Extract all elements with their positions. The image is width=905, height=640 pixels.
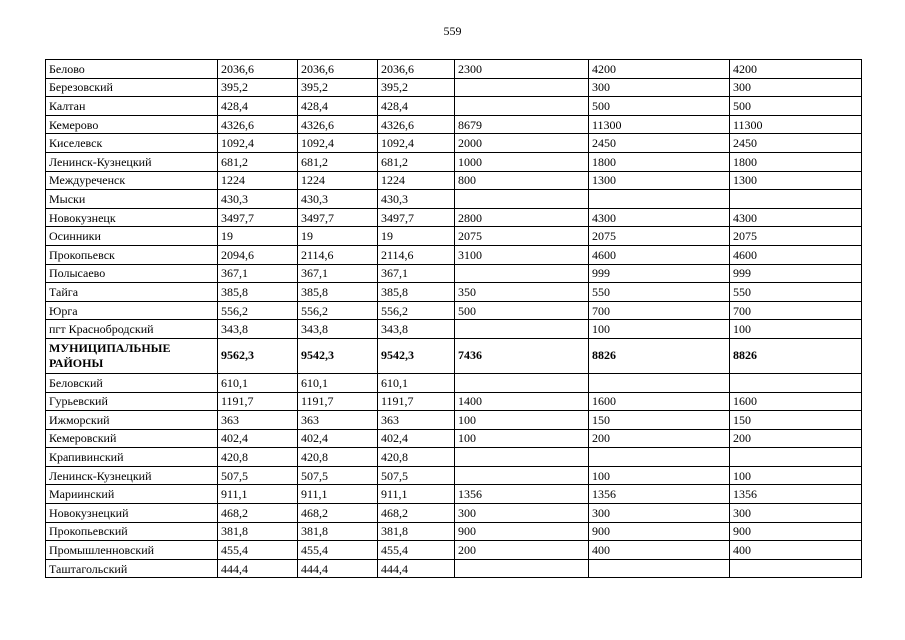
municipality-name-cell: Гурьевский <box>46 392 218 411</box>
value-col-4-cell <box>455 190 589 209</box>
value-col-4-cell: 100 <box>455 411 589 430</box>
value-col-5-cell: 100 <box>589 466 730 485</box>
value-col-6-cell: 4300 <box>730 208 862 227</box>
value-col-1-cell: 2094,6 <box>218 245 298 264</box>
table-row <box>46 522 862 541</box>
value-col-2-cell: 4326,6 <box>298 115 378 134</box>
data-table <box>45 59 862 578</box>
value-col-4-cell: 2800 <box>455 208 589 227</box>
value-col-6-cell: 1600 <box>730 392 862 411</box>
value-col-2-cell: 402,4 <box>298 429 378 448</box>
value-col-4-cell: 7436 <box>455 338 589 373</box>
value-col-5-cell <box>589 448 730 467</box>
value-col-1-cell: 911,1 <box>218 485 298 504</box>
table-row <box>46 448 862 467</box>
value-col-4-cell <box>455 373 589 392</box>
value-col-4-cell: 350 <box>455 283 589 302</box>
value-col-4-cell: 3100 <box>455 245 589 264</box>
value-col-4-cell <box>455 466 589 485</box>
value-col-4-cell: 1000 <box>455 152 589 171</box>
table-row <box>46 171 862 190</box>
value-col-2-cell: 343,8 <box>298 320 378 339</box>
table-row <box>46 245 862 264</box>
value-col-4-cell <box>455 448 589 467</box>
value-col-6-cell: 1300 <box>730 171 862 190</box>
table-row <box>46 320 862 339</box>
value-col-6-cell: 4600 <box>730 245 862 264</box>
value-col-5-cell: 700 <box>589 301 730 320</box>
value-col-5-cell: 4200 <box>589 60 730 79</box>
value-col-5-cell: 2075 <box>589 227 730 246</box>
value-col-5-cell: 100 <box>589 320 730 339</box>
value-col-6-cell: 2075 <box>730 227 862 246</box>
value-col-2-cell: 19 <box>298 227 378 246</box>
value-col-1-cell: 2036,6 <box>218 60 298 79</box>
value-col-6-cell: 2450 <box>730 134 862 153</box>
value-col-4-cell: 800 <box>455 171 589 190</box>
value-col-4-cell: 2300 <box>455 60 589 79</box>
municipality-name-cell: Прокопьевск <box>46 245 218 264</box>
value-col-1-cell: 428,4 <box>218 97 298 116</box>
value-col-2-cell: 507,5 <box>298 466 378 485</box>
value-col-1-cell: 3497,7 <box>218 208 298 227</box>
value-col-6-cell: 900 <box>730 522 862 541</box>
value-col-5-cell: 1600 <box>589 392 730 411</box>
municipality-name-cell: Осинники <box>46 227 218 246</box>
value-col-2-cell: 1092,4 <box>298 134 378 153</box>
value-col-5-cell: 300 <box>589 504 730 523</box>
value-col-1-cell: 1191,7 <box>218 392 298 411</box>
value-col-5-cell <box>589 559 730 578</box>
value-col-4-cell: 500 <box>455 301 589 320</box>
municipality-name-cell: Киселевск <box>46 134 218 153</box>
table-row <box>46 541 862 560</box>
page-number: 559 <box>443 24 462 38</box>
value-col-1-cell: 395,2 <box>218 78 298 97</box>
municipality-name-cell: пгт Краснобродский <box>46 320 218 339</box>
municipality-name-cell: Крапивинский <box>46 448 218 467</box>
value-col-6-cell <box>730 448 862 467</box>
value-col-5-cell: 900 <box>589 522 730 541</box>
municipality-name-cell: Полысаево <box>46 264 218 283</box>
value-col-2-cell: 367,1 <box>298 264 378 283</box>
value-col-2-cell: 2114,6 <box>298 245 378 264</box>
value-col-6-cell: 1356 <box>730 485 862 504</box>
value-col-2-cell: 468,2 <box>298 504 378 523</box>
value-col-6-cell: 300 <box>730 504 862 523</box>
municipality-name-cell: Березовский <box>46 78 218 97</box>
municipality-name-cell: Междуреченск <box>46 171 218 190</box>
value-col-3-cell: 556,2 <box>378 301 455 320</box>
value-col-2-cell: 444,4 <box>298 559 378 578</box>
value-col-2-cell: 3497,7 <box>298 208 378 227</box>
municipality-name-cell: Ижморский <box>46 411 218 430</box>
value-col-6-cell: 500 <box>730 97 862 116</box>
value-col-2-cell: 9542,3 <box>298 338 378 373</box>
value-col-1-cell: 420,8 <box>218 448 298 467</box>
value-col-2-cell: 681,2 <box>298 152 378 171</box>
municipality-name-cell: Прокопьевский <box>46 522 218 541</box>
section-header-row <box>46 338 862 373</box>
value-col-4-cell: 200 <box>455 541 589 560</box>
value-col-3-cell: 610,1 <box>378 373 455 392</box>
value-col-3-cell: 402,4 <box>378 429 455 448</box>
municipality-name-cell: МУНИЦИПАЛЬНЫЕ РАЙОНЫ <box>46 338 218 373</box>
value-col-2-cell: 911,1 <box>298 485 378 504</box>
value-col-3-cell: 455,4 <box>378 541 455 560</box>
value-col-6-cell <box>730 190 862 209</box>
value-col-1-cell: 556,2 <box>218 301 298 320</box>
table-row <box>46 485 862 504</box>
value-col-5-cell: 4600 <box>589 245 730 264</box>
municipality-name-cell: Юрга <box>46 301 218 320</box>
value-col-3-cell: 3497,7 <box>378 208 455 227</box>
value-col-3-cell: 2114,6 <box>378 245 455 264</box>
value-col-6-cell <box>730 373 862 392</box>
value-col-1-cell: 367,1 <box>218 264 298 283</box>
value-col-5-cell: 8826 <box>589 338 730 373</box>
value-col-2-cell: 1224 <box>298 171 378 190</box>
value-col-1-cell: 610,1 <box>218 373 298 392</box>
value-col-5-cell: 500 <box>589 97 730 116</box>
value-col-2-cell: 556,2 <box>298 301 378 320</box>
table-row <box>46 466 862 485</box>
value-col-1-cell: 444,4 <box>218 559 298 578</box>
table-row <box>46 190 862 209</box>
value-col-5-cell: 1800 <box>589 152 730 171</box>
value-col-6-cell <box>730 559 862 578</box>
value-col-2-cell: 610,1 <box>298 373 378 392</box>
municipality-name-cell: Беловский <box>46 373 218 392</box>
value-col-3-cell: 911,1 <box>378 485 455 504</box>
value-col-5-cell: 200 <box>589 429 730 448</box>
value-col-4-cell: 1400 <box>455 392 589 411</box>
value-col-4-cell <box>455 264 589 283</box>
value-col-4-cell <box>455 320 589 339</box>
value-col-5-cell: 999 <box>589 264 730 283</box>
value-col-2-cell: 395,2 <box>298 78 378 97</box>
municipality-name-cell: Промышленновский <box>46 541 218 560</box>
value-col-5-cell: 550 <box>589 283 730 302</box>
value-col-5-cell: 150 <box>589 411 730 430</box>
table-row <box>46 97 862 116</box>
value-col-2-cell: 430,3 <box>298 190 378 209</box>
value-col-4-cell: 8679 <box>455 115 589 134</box>
table-row <box>46 60 862 79</box>
value-col-5-cell: 2450 <box>589 134 730 153</box>
value-col-3-cell: 430,3 <box>378 190 455 209</box>
value-col-4-cell <box>455 559 589 578</box>
value-col-3-cell: 9542,3 <box>378 338 455 373</box>
municipality-name-cell: Тайга <box>46 283 218 302</box>
table-row <box>46 264 862 283</box>
value-col-1-cell: 468,2 <box>218 504 298 523</box>
value-col-1-cell: 681,2 <box>218 152 298 171</box>
value-col-1-cell: 343,8 <box>218 320 298 339</box>
table-row <box>46 411 862 430</box>
municipality-name-cell: Калтан <box>46 97 218 116</box>
table-body <box>46 60 862 578</box>
value-col-2-cell: 420,8 <box>298 448 378 467</box>
value-col-6-cell: 100 <box>730 320 862 339</box>
value-col-4-cell: 900 <box>455 522 589 541</box>
value-col-6-cell: 400 <box>730 541 862 560</box>
value-col-3-cell: 428,4 <box>378 97 455 116</box>
value-col-6-cell: 1800 <box>730 152 862 171</box>
table-row <box>46 115 862 134</box>
value-col-5-cell: 400 <box>589 541 730 560</box>
municipality-name-cell: Ленинск-Кузнецкий <box>46 466 218 485</box>
table-row <box>46 78 862 97</box>
value-col-3-cell: 367,1 <box>378 264 455 283</box>
table-row <box>46 504 862 523</box>
value-col-4-cell: 300 <box>455 504 589 523</box>
value-col-3-cell: 19 <box>378 227 455 246</box>
value-col-1-cell: 402,4 <box>218 429 298 448</box>
municipality-name-cell: Таштагольский <box>46 559 218 578</box>
value-col-3-cell: 395,2 <box>378 78 455 97</box>
value-col-6-cell: 999 <box>730 264 862 283</box>
table-row <box>46 429 862 448</box>
table-row <box>46 283 862 302</box>
table-row <box>46 301 862 320</box>
value-col-2-cell: 455,4 <box>298 541 378 560</box>
value-col-1-cell: 4326,6 <box>218 115 298 134</box>
municipality-name-cell: Новокузнецкий <box>46 504 218 523</box>
value-col-1-cell: 455,4 <box>218 541 298 560</box>
value-col-3-cell: 2036,6 <box>378 60 455 79</box>
value-col-3-cell: 381,8 <box>378 522 455 541</box>
value-col-1-cell: 381,8 <box>218 522 298 541</box>
value-col-1-cell: 9562,3 <box>218 338 298 373</box>
value-col-2-cell: 2036,6 <box>298 60 378 79</box>
value-col-3-cell: 444,4 <box>378 559 455 578</box>
value-col-4-cell: 2075 <box>455 227 589 246</box>
value-col-3-cell: 363 <box>378 411 455 430</box>
value-col-6-cell: 100 <box>730 466 862 485</box>
value-col-1-cell: 1224 <box>218 171 298 190</box>
value-col-2-cell: 428,4 <box>298 97 378 116</box>
table-row <box>46 392 862 411</box>
value-col-5-cell: 4300 <box>589 208 730 227</box>
value-col-6-cell: 11300 <box>730 115 862 134</box>
municipality-name-cell: Новокузнецк <box>46 208 218 227</box>
value-col-5-cell: 11300 <box>589 115 730 134</box>
value-col-5-cell: 1356 <box>589 485 730 504</box>
value-col-2-cell: 381,8 <box>298 522 378 541</box>
value-col-3-cell: 507,5 <box>378 466 455 485</box>
table-row <box>46 134 862 153</box>
municipality-name-cell: Кемерово <box>46 115 218 134</box>
value-col-3-cell: 1092,4 <box>378 134 455 153</box>
value-col-3-cell: 4326,6 <box>378 115 455 134</box>
value-col-6-cell: 200 <box>730 429 862 448</box>
value-col-3-cell: 1191,7 <box>378 392 455 411</box>
municipality-name-cell: Мыски <box>46 190 218 209</box>
table-row <box>46 227 862 246</box>
value-col-5-cell: 300 <box>589 78 730 97</box>
value-col-3-cell: 343,8 <box>378 320 455 339</box>
value-col-4-cell <box>455 78 589 97</box>
value-col-6-cell: 300 <box>730 78 862 97</box>
value-col-1-cell: 430,3 <box>218 190 298 209</box>
value-col-3-cell: 468,2 <box>378 504 455 523</box>
value-col-3-cell: 420,8 <box>378 448 455 467</box>
table-row <box>46 208 862 227</box>
value-col-3-cell: 385,8 <box>378 283 455 302</box>
value-col-4-cell: 100 <box>455 429 589 448</box>
value-col-1-cell: 1092,4 <box>218 134 298 153</box>
municipality-name-cell: Ленинск-Кузнецкий <box>46 152 218 171</box>
value-col-2-cell: 1191,7 <box>298 392 378 411</box>
value-col-1-cell: 385,8 <box>218 283 298 302</box>
value-col-5-cell <box>589 373 730 392</box>
value-col-3-cell: 681,2 <box>378 152 455 171</box>
value-col-3-cell: 1224 <box>378 171 455 190</box>
table-row <box>46 373 862 392</box>
value-col-4-cell: 2000 <box>455 134 589 153</box>
value-col-4-cell: 1356 <box>455 485 589 504</box>
municipality-name-cell: Кемеровский <box>46 429 218 448</box>
value-col-5-cell <box>589 190 730 209</box>
value-col-6-cell: 550 <box>730 283 862 302</box>
value-col-1-cell: 507,5 <box>218 466 298 485</box>
value-col-2-cell: 385,8 <box>298 283 378 302</box>
municipality-name-cell: Мариинский <box>46 485 218 504</box>
value-col-1-cell: 19 <box>218 227 298 246</box>
value-col-1-cell: 363 <box>218 411 298 430</box>
value-col-2-cell: 363 <box>298 411 378 430</box>
value-col-5-cell: 1300 <box>589 171 730 190</box>
value-col-6-cell: 4200 <box>730 60 862 79</box>
value-col-4-cell <box>455 97 589 116</box>
value-col-6-cell: 150 <box>730 411 862 430</box>
value-col-6-cell: 8826 <box>730 338 862 373</box>
table-row <box>46 152 862 171</box>
municipality-name-cell: Белово <box>46 60 218 79</box>
value-col-6-cell: 700 <box>730 301 862 320</box>
table-row <box>46 559 862 578</box>
